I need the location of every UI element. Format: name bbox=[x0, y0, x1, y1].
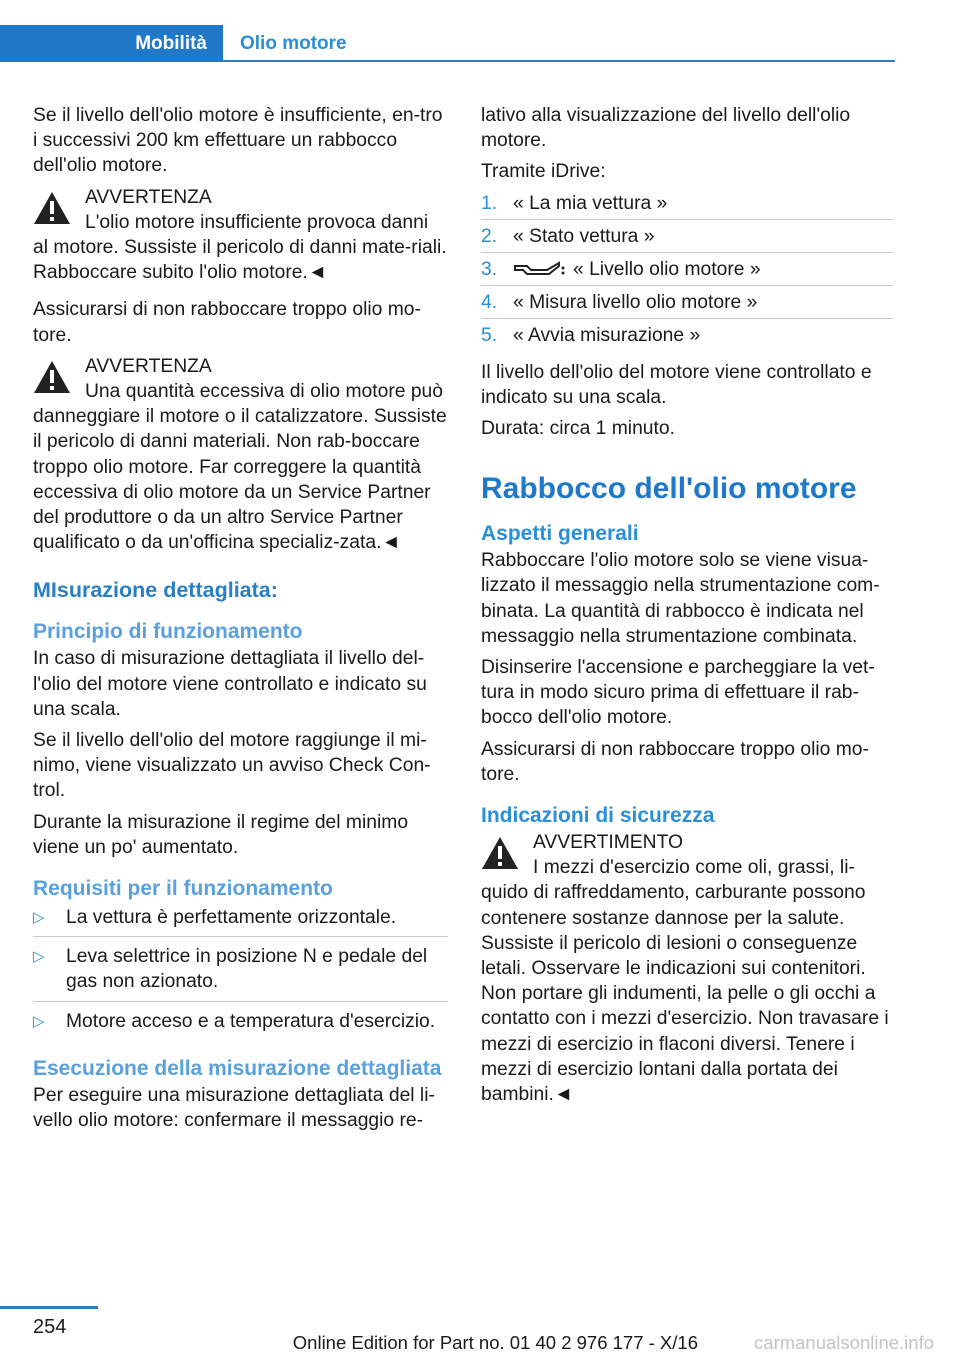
step-text: « Livello olio motore » bbox=[573, 259, 761, 281]
paragraph: Se il livello dell'olio motore è insufficiente, en-tro i successivi 200 km effettuare un rabbocco dell'olio motore. bbox=[33, 105, 443, 177]
step-text: « La mia vettura » bbox=[513, 192, 668, 214]
list-item bbox=[481, 323, 893, 351]
paragraph: Durata: circa 1 minuto. bbox=[481, 418, 675, 440]
triangle-bullet-icon: ▷ bbox=[33, 948, 45, 966]
warning-block bbox=[481, 830, 893, 1107]
list-item bbox=[33, 944, 448, 1001]
step-number: 2. bbox=[481, 225, 498, 247]
list-item-text: Leva selettrice in posizione N e pedale del gas non azionato. bbox=[66, 946, 428, 993]
step-number: 5. bbox=[481, 325, 498, 347]
right-column bbox=[481, 103, 893, 1119]
paragraph: Se il livello dell'olio del motore raggiunge il mi-nimo, viene visualizzato un avviso Check Con-trol. bbox=[33, 730, 431, 802]
paragraph: Assicurarsi di non rabboccare troppo olio mo-tore. bbox=[33, 299, 421, 346]
warning-title: AVVERTENZA bbox=[85, 186, 212, 208]
paragraph: lativo alla visualizzazione del livello dell'olio motore. bbox=[481, 105, 851, 152]
paragraph: Per eseguire una misurazione dettagliata del li-vello olio motore: confermare il messaggio re- bbox=[33, 1084, 435, 1132]
warning-block bbox=[33, 354, 448, 556]
paragraph: Rabboccare l'olio motore solo se viene visua-lizzato il messaggio nella strumentazione com-binata. La quantità di rabbocco è indicata nel messaggio nella strumentazione combinata. bbox=[481, 550, 880, 647]
warning-text: L'olio motore insufficiente provoca danni al motore. Sussiste il pericolo di danni mate-riali. Rabboccare subito l'olio motore.◄ bbox=[33, 211, 447, 284]
warning-triangle-icon bbox=[33, 191, 71, 225]
warning-triangle-icon bbox=[481, 836, 519, 870]
paragraph: Il livello dell'olio del motore viene controllato e indicato su una scala. bbox=[481, 361, 872, 408]
section-tab-olio-motore[interactable]: Olio motore bbox=[240, 32, 347, 54]
section-heading: MIsurazione dettagliata: bbox=[33, 578, 278, 603]
list-item bbox=[481, 224, 893, 253]
triangle-bullet-icon: ▷ bbox=[33, 909, 45, 927]
oil-can-icon bbox=[513, 260, 565, 280]
list-item bbox=[33, 1009, 448, 1040]
step-number: 4. bbox=[481, 292, 498, 314]
left-column bbox=[33, 103, 448, 1139]
idrive-steps-list bbox=[481, 191, 893, 352]
list-item-text: La vettura è perfettamente orizzontale. bbox=[66, 907, 397, 929]
warning-title: AVVERTIMENTO bbox=[533, 832, 683, 854]
list-item bbox=[481, 257, 893, 286]
paragraph: In caso di misurazione dettagliata il livello del-l'olio del motore viene controllato e indicato su una scala. bbox=[33, 648, 427, 720]
list-item bbox=[481, 191, 893, 220]
section-tab-mobilita[interactable]: Mobilità bbox=[0, 25, 223, 62]
page-number-rule bbox=[0, 1306, 98, 1309]
paragraph: Durante la misurazione il regime del minimo viene un po' aumentato. bbox=[33, 811, 409, 858]
edition-footer: Online Edition for Part no. 01 40 2 976 177 - X/16 bbox=[292, 1332, 698, 1353]
warning-block bbox=[33, 185, 448, 286]
subsection-heading: Indicazioni di sicurezza bbox=[481, 804, 715, 828]
subsection-heading: Principio di funzionamento bbox=[33, 620, 303, 644]
page-number: 254 bbox=[33, 1316, 67, 1338]
list-item bbox=[33, 905, 448, 937]
requirements-list bbox=[33, 905, 448, 1040]
step-text: « Stato vettura » bbox=[513, 225, 655, 247]
watermark: carmanualsonline.info bbox=[754, 1332, 934, 1353]
step-number: 3. bbox=[481, 259, 498, 281]
subsection-heading: Aspetti generali bbox=[481, 522, 639, 546]
subsection-heading: Requisiti per il funzionamento bbox=[33, 877, 333, 901]
list-item bbox=[481, 290, 893, 319]
step-text: « Misura livello olio motore » bbox=[513, 292, 758, 314]
triangle-bullet-icon: ▷ bbox=[33, 1012, 45, 1030]
warning-text: Una quantità eccessiva di olio motore può danneggiare il motore o il catalizzatore. Sussiste il pericolo di danni materiali. Non rab-boccare troppo olio motore. Far correggere la quantità eccessiva di olio motore da un Service Partner del produttore o da un altro Service Partner qualificato o da un'officina specializ-zata.◄ bbox=[33, 381, 447, 554]
paragraph: Assicurarsi di non rabboccare troppo olio mo-tore. bbox=[481, 738, 869, 785]
list-item-text: Motore acceso e a temperatura d'esercizio. bbox=[66, 1010, 436, 1032]
warning-title: AVVERTENZA bbox=[85, 355, 212, 377]
warning-text: I mezzi d'esercizio come oli, grassi, li-quido di raffreddamento, carburante possono contenere sostanze dannose per la salute. Sussiste il pericolo di lesioni o conseguenze letali. Osservare le indicazioni sui contenitori. Non portare gli indumenti, la pelle o gli occhi a contatto con i mezzi d'esercizio. Non travasare i mezzi di esercizio in flaconi diversi. Tenere i mezzi di esercizio lontani dalla portata dei bambini.◄ bbox=[481, 857, 889, 1106]
paragraph: Tramite iDrive: bbox=[481, 161, 606, 183]
chapter-heading: Rabbocco dell'olio motore bbox=[481, 472, 857, 506]
subsection-heading: Esecuzione della misurazione dettagliata bbox=[33, 1056, 442, 1080]
step-text: « Avvia misurazione » bbox=[513, 325, 701, 347]
warning-triangle-icon bbox=[33, 360, 71, 394]
step-number: 1. bbox=[481, 192, 498, 214]
paragraph: Disinserire l'accensione e parcheggiare la vet-tura in modo sicuro prima di effettuare il rab-bocco dell'olio motore. bbox=[481, 657, 875, 729]
